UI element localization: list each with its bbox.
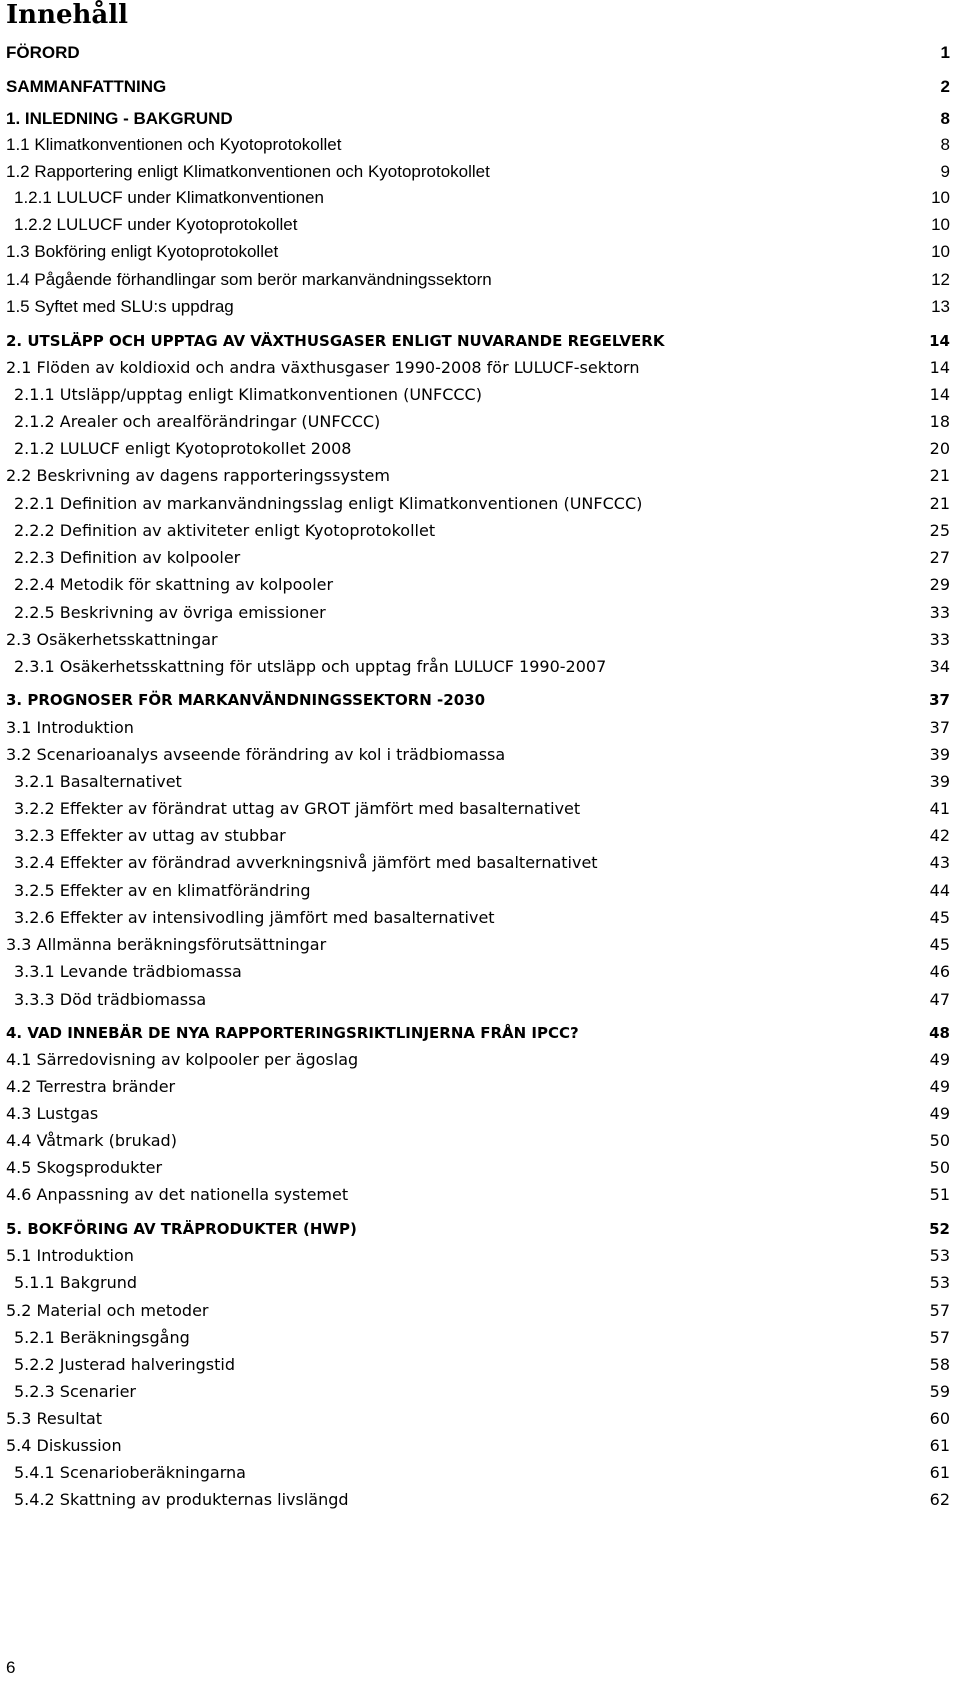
toc-entry-title: 2.3.1 Osäkerhetsskattning för utsläpp och upptag från LULUCF 1990-2007 (14, 657, 607, 676)
toc-entry-title: 2.1.2 LULUCF enligt Kyotoprotokollet 2008 (14, 439, 352, 458)
toc-entry-page: 37 (929, 718, 950, 737)
toc-entry[interactable] (0, 988, 960, 1012)
toc-entry-title: 3.2.6 Effekter av intensivodling jämfört med basalternativet (14, 908, 495, 927)
toc-entry-title: 2.1 Flöden av koldioxid och andra växthusgaser 1990-2008 för LULUCF-sektorn (6, 358, 640, 377)
toc-entry-page: 60 (929, 1409, 950, 1428)
toc-entry[interactable] (0, 1021, 960, 1045)
toc-entry-page: 20 (929, 439, 950, 458)
toc-entry[interactable] (0, 1271, 960, 1295)
toc-entry-title: 4. VAD INNEBÄR DE NYA RAPPORTERINGSRIKTLINJERNA FRÅN IPCC? (6, 1024, 579, 1042)
toc-entry-title: 3.3 Allmänna beräkningsförutsättningar (6, 935, 327, 954)
toc-entry-page: 58 (929, 1355, 950, 1374)
toc-entry-page: 52 (929, 1220, 950, 1238)
toc-entry-title: 1.2 Rapportering enligt Klimatkonventionen och Kyotoprotokollet (6, 162, 490, 181)
toc-entry-page: 21 (929, 466, 950, 485)
toc-entry-page: 9 (940, 162, 950, 181)
toc-entry[interactable] (0, 160, 960, 184)
page-number: 6 (6, 1658, 16, 1677)
toc-entry[interactable] (0, 743, 960, 767)
toc-entry[interactable] (0, 797, 960, 821)
toc-entry-page: 50 (929, 1131, 950, 1150)
toc-entry-title: 3. PROGNOSER FÖR MARKANVÄNDNINGSSEKTORN -2030 (6, 691, 486, 709)
toc-entry-title: 5. BOKFÖRING AV TRÄPRODUKTER (HWP) (6, 1220, 357, 1238)
toc-entry[interactable] (0, 240, 960, 264)
toc-entry[interactable] (0, 437, 960, 461)
toc-entry-page: 57 (929, 1328, 950, 1347)
toc-entry[interactable] (0, 770, 960, 794)
toc-entry[interactable] (0, 1244, 960, 1268)
toc-entry-page: 1 (940, 43, 950, 62)
toc-entry[interactable] (0, 383, 960, 407)
toc-entry[interactable] (0, 1326, 960, 1350)
toc-entry[interactable] (0, 1217, 960, 1241)
toc-entry[interactable] (0, 410, 960, 434)
toc-entry-page: 62 (929, 1490, 950, 1509)
toc-entry[interactable] (0, 295, 960, 319)
toc-entry[interactable] (0, 601, 960, 625)
toc-entry-page: 43 (929, 853, 950, 872)
toc-entry[interactable] (0, 1434, 960, 1458)
toc-entry-title: 1.2.1 LULUCF under Klimatkonventionen (14, 188, 324, 207)
toc-entry-title: 2.2.3 Definition av kolpooler (14, 548, 241, 567)
toc-entry-page: 8 (940, 135, 950, 154)
toc-entry-title: 3.2.1 Basalternativet (14, 772, 182, 791)
toc-entry-page: 18 (929, 412, 950, 431)
toc-entry[interactable] (0, 1129, 960, 1153)
toc-entry-title: 2.2 Beskrivning av dagens rapporteringssystem (6, 466, 390, 485)
toc-entry[interactable] (0, 716, 960, 740)
toc-entry-page: 51 (929, 1185, 950, 1204)
toc-entry-title: 1. INLEDNING - BAKGRUND (6, 109, 233, 128)
toc-entry[interactable] (0, 213, 960, 237)
toc-entry-page: 49 (929, 1050, 950, 1069)
toc-entry-page: 47 (929, 990, 950, 1009)
toc-entry-title: FÖRORD (6, 43, 80, 62)
toc-entry-page: 10 (931, 188, 950, 207)
toc-entry-page: 59 (929, 1382, 950, 1401)
toc-entry-title: 2.2.5 Beskrivning av övriga emissioner (14, 603, 326, 622)
toc-entry-title: 1.2.2 LULUCF under Kyotoprotokollet (14, 215, 298, 234)
toc-entry-title: 2.1.2 Arealer och arealförändringar (UNFCCC) (14, 412, 381, 431)
toc-entry-title: 5.2.2 Justerad halveringstid (14, 1355, 235, 1374)
toc-entry-title: 3.2 Scenarioanalys avseende förändring av kol i trädbiomassa (6, 745, 506, 764)
toc-entry-title: 5.4 Diskussion (6, 1436, 122, 1455)
toc-entry[interactable] (0, 655, 960, 679)
toc-entry[interactable] (0, 933, 960, 957)
toc-entry[interactable] (0, 879, 960, 903)
toc-entry-title: 2.2.2 Definition av aktiviteter enligt Kyotoprotokollet (14, 521, 436, 540)
toc-entry-page: 61 (929, 1436, 950, 1455)
toc-entry[interactable] (0, 133, 960, 157)
toc-entry[interactable] (0, 356, 960, 380)
toc-entry[interactable] (0, 1299, 960, 1323)
toc-entry-page: 50 (929, 1158, 950, 1177)
toc-entry[interactable] (0, 41, 960, 65)
toc-entry[interactable] (0, 464, 960, 488)
toc-entry-title: 5.1 Introduktion (6, 1246, 134, 1265)
toc-entry-title: SAMMANFATTNING (6, 77, 167, 96)
toc-entry-page: 53 (929, 1273, 950, 1292)
toc-entry-title: 3.2.4 Effekter av förändrad avverkningsnivå jämfört med basalternativet (14, 853, 598, 872)
toc-entry-title: 1.4 Pågående förhandlingar som berör markanvändningssektorn (6, 270, 492, 289)
toc-entry[interactable] (0, 1102, 960, 1126)
toc-entry-page: 14 (929, 385, 950, 404)
toc-entry[interactable] (0, 329, 960, 353)
toc-entry-page: 21 (929, 494, 950, 513)
page-title: Innehåll (6, 0, 129, 30)
toc-entry-title: 5.1.1 Bakgrund (14, 1273, 138, 1292)
toc-entry[interactable] (0, 688, 960, 712)
toc-entry-title: 3.3.3 Död trädbiomassa (14, 990, 207, 1009)
toc-entry-page: 49 (929, 1077, 950, 1096)
toc-entry-page: 14 (929, 358, 950, 377)
toc-entry-title: 5.2.3 Scenarier (14, 1382, 136, 1401)
toc-entry-title: 4.2 Terrestra bränder (6, 1077, 176, 1096)
toc-entry[interactable] (0, 1048, 960, 1072)
toc-entry-title: 3.2.3 Effekter av uttag av stubbar (14, 826, 286, 845)
toc-entry[interactable] (0, 824, 960, 848)
toc-entry-page: 33 (929, 603, 950, 622)
toc-entry-page: 25 (929, 521, 950, 540)
toc-entry-title: 2.1.1 Utsläpp/upptag enligt Klimatkonventionen (UNFCCC) (14, 385, 482, 404)
toc-entry-title: 3.3.1 Levande trädbiomassa (14, 962, 242, 981)
toc-entry[interactable] (0, 1461, 960, 1485)
toc-entry-page: 29 (929, 575, 950, 594)
toc-entry[interactable] (0, 1380, 960, 1404)
toc-entry[interactable] (0, 1353, 960, 1377)
toc-entry-title: 5.2.1 Beräkningsgång (14, 1328, 190, 1347)
toc-entry-title: 1.5 Syftet med SLU:s uppdrag (6, 297, 234, 316)
toc-entry[interactable] (0, 492, 960, 516)
toc-entry-page: 27 (929, 548, 950, 567)
toc-entry-title: 5.4.1 Scenarioberäkningarna (14, 1463, 246, 1482)
toc-entry-title: 2.2.1 Definition av markanvändningsslag enligt Klimatkonventionen (UNFCCC) (14, 494, 643, 513)
toc-entry-title: 1.3 Bokföring enligt Kyotoprotokollet (6, 242, 279, 261)
toc-entry-page: 33 (929, 630, 950, 649)
toc-entry[interactable] (0, 268, 960, 292)
toc-entry-title: 3.2.2 Effekter av förändrat uttag av GROT jämfört med basalternativet (14, 799, 581, 818)
toc-entry[interactable] (0, 186, 960, 210)
toc-entry-page: 8 (940, 109, 950, 128)
toc-entry-page: 44 (929, 881, 950, 900)
toc-entry-page: 45 (929, 935, 950, 954)
toc-entry[interactable] (0, 1407, 960, 1431)
toc-entry-page: 45 (929, 908, 950, 927)
toc-entry-page: 61 (929, 1463, 950, 1482)
toc-entry-page: 49 (929, 1104, 950, 1123)
toc-entry-page: 10 (931, 215, 950, 234)
toc-entry-title: 2.3 Osäkerhetsskattningar (6, 630, 218, 649)
toc-entry[interactable] (0, 573, 960, 597)
toc-entry-page: 42 (929, 826, 950, 845)
toc-entry-title: 2. UTSLÄPP OCH UPPTAG AV VÄXTHUSGASER ENLIGT NUVARANDE REGELVERK (6, 332, 665, 350)
toc-entry[interactable] (0, 851, 960, 875)
toc-entry-title: 3.2.5 Effekter av en klimatförändring (14, 881, 311, 900)
toc-entry-title: 5.4.2 Skattning av produkternas livslängd (14, 1490, 349, 1509)
toc-entry-title: 5.2 Material och metoder (6, 1301, 209, 1320)
toc-entry[interactable] (0, 519, 960, 543)
toc-entry-page: 41 (929, 799, 950, 818)
toc-entry-page: 10 (931, 242, 950, 261)
toc-entry-page: 2 (940, 77, 950, 96)
toc-entry-title: 1.1 Klimatkonventionen och Kyotoprotokollet (6, 135, 342, 154)
toc-entry-page: 12 (931, 270, 950, 289)
toc-entry-page: 57 (929, 1301, 950, 1320)
toc-entry[interactable] (0, 1156, 960, 1180)
toc-entry[interactable] (0, 1075, 960, 1099)
toc-entry-page: 13 (931, 297, 950, 316)
toc-entry-title: 4.4 Våtmark (brukad) (6, 1131, 177, 1150)
toc-entry-page: 39 (929, 772, 950, 791)
toc-entry[interactable] (0, 1488, 960, 1512)
toc-entry-page: 34 (929, 657, 950, 676)
toc-entry-title: 4.3 Lustgas (6, 1104, 99, 1123)
toc-entry-title: 5.3 Resultat (6, 1409, 103, 1428)
toc-entry[interactable] (0, 960, 960, 984)
toc-entry-page: 14 (929, 332, 950, 350)
toc-entry-title: 3.1 Introduktion (6, 718, 134, 737)
toc-entry-page: 39 (929, 745, 950, 764)
toc-entry[interactable] (0, 906, 960, 930)
toc-entry-title: 4.1 Särredovisning av kolpooler per ägoslag (6, 1050, 359, 1069)
toc-entry[interactable] (0, 546, 960, 570)
toc-entry-title: 4.6 Anpassning av det nationella systemet (6, 1185, 349, 1204)
toc-entry[interactable] (0, 1183, 960, 1207)
toc-entry-page: 53 (929, 1246, 950, 1265)
toc-entry[interactable] (0, 107, 960, 131)
toc-entry-page: 48 (929, 1024, 950, 1042)
toc-entry[interactable] (0, 75, 960, 99)
toc-entry-title: 2.2.4 Metodik för skattning av kolpooler (14, 575, 334, 594)
toc-entry[interactable] (0, 628, 960, 652)
toc-entry-page: 37 (929, 691, 950, 709)
toc-entry-title: 4.5 Skogsprodukter (6, 1158, 163, 1177)
toc-entry-page: 46 (929, 962, 950, 981)
